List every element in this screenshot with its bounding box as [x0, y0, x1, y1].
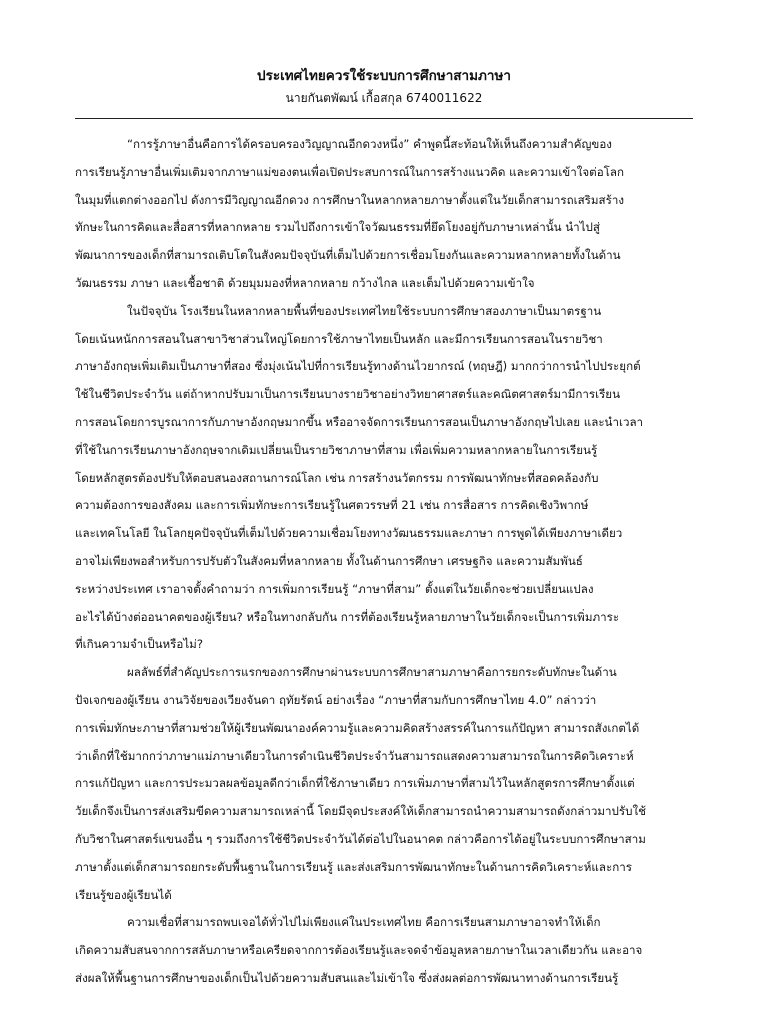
paragraph-line: ภาษาตั้งแต่เด็กสามารถยกระดับพื้นฐานในการเรียนรู้ และส่งเสริมการพัฒนาทักษะในด้านการคิดวิเคราะห์และการ — [75, 859, 632, 874]
paragraph-line: ระหว่างประเทศ เราอาจตั้งคำถามว่า การเพิ่มการเรียนรู้ “ภาษาที่สาม” ตั้งแต่ในวัยเด็กจะช่วยเปลี่ยนแปลง — [75, 581, 594, 596]
paragraph-line: ว่าเด็กที่ใช้มากกว่าภาษาแม่ภาษาเดียวในการดำเนินชีวิตประจำวันสามารถแสดงความสามารถในการคิดวิเคราะห์ — [75, 748, 634, 763]
paragraph-line: การสอนโดยการบูรณาการกับภาษาอังกฤษมากขึ้น หรืออาจจัดการเรียนการสอนเป็นภาษาอังกฤษไปเลย และนำเวลา — [75, 414, 644, 429]
paragraph-line: ใช้ในชีวิตประจำวัน แต่ถ้าหากปรับมาเป็นการเรียนบางรายวิชาอย่างวิทยาศาสตร์และคณิตศาสตร์มามีการเรียน — [75, 387, 621, 402]
paragraph-current-situation — [75, 298, 693, 659]
paragraph-line: ในมุมที่แตกต่างออกไป ดังการมีวิญญาณอีกดวง การศึกษาในหลากหลายภาษาตั้งแต่ในวัยเด็กสามารถเสริมสร้าง — [75, 192, 625, 207]
paragraph-line: ความเชื่อที่สามารถพบเจอได้ทั่วไปไม่เพียงแค่ในประเทศไทย คือการเรียนสามภาษาอาจทำให้เด็ก — [127, 915, 601, 930]
paragraph-line: อะไรได้บ้างต่ออนาคตของผู้เรียน? หรือในทางกลับกัน การที่ต้องเรียนรู้หลายภาษาในวัยเด็กจะเป็นการเพิ่มภาระ — [75, 609, 620, 624]
paragraph-line: ที่ใช้ในการเรียนภาษาอังกฤษจากเดิมเปลี่ยนเป็นรายวิชาภาษาที่สาม เพื่อเพิ่มความหลากหลายในการเรียนรู้ — [75, 442, 598, 457]
paragraph-common-belief — [75, 909, 693, 992]
paragraph-line: โดยหลักสูตรต้องปรับให้ตอบสนองสถานการณ์โลก เช่น การสร้างนวัตกรรม การพัฒนาทักษะที่สอดคล้องกับ — [75, 470, 599, 485]
paragraph-first-outcome — [75, 659, 693, 909]
paragraph-line: วัยเด็กจึงเป็นการส่งเสริมขีดความสามารถเหล่านี้ โดยมีจุดประสงค์ให้เด็กสามารถนำความสามารถดังกล่าวมาปรับใช้ — [75, 804, 647, 819]
paragraph-line: ความต้องการของสังคม และการเพิ่มทักษะการเรียนรู้ในศตวรรษที่ 21 เช่น การสื่อสาร การคิดเชิงวิพากษ์ — [75, 498, 589, 513]
paragraph-line: เกิดความสับสนจากการสลับภาษาหรือเครียดจากการต้องเรียนรู้และจดจำข้อมูลหลายภาษาในเวลาเดียวกัน และอาจ — [75, 943, 643, 958]
document-title: ประเทศไทยควรใช้ระบบการศึกษาสามภาษา — [257, 68, 511, 84]
paragraph-line: การเพิ่มทักษะภาษาที่สามช่วยให้ผู้เรียนพัฒนาองค์ความรู้และความคิดสร้างสรรค์ในการแก้ปัญหา สามารถสังเกตได้ — [75, 720, 640, 735]
paragraph-line: อาจไม่เพียงพอสำหรับการปรับตัวในสังคมที่หลากหลาย ทั้งในด้านการศึกษา เศรษฐกิจ และความสัมพันธ์ — [75, 553, 583, 568]
paragraph-line: ในปัจจุบัน โรงเรียนในหลากหลายพื้นที่ของประเทศไทยใช้ระบบการศึกษาสองภาษาเป็นมาตรฐาน — [127, 303, 602, 318]
paragraph-line: เรียนรู้ของผู้เรียนได้ — [75, 887, 172, 902]
paragraph-line: ที่เกินความจำเป็นหรือไม่? — [75, 637, 203, 652]
paragraph-line: และเทคโนโลยี ในโลกยุคปัจจุบันที่เต็มไปด้วยความเชื่อมโยงทางวัฒนธรรมและภาษา การพูดได้เพียงภาษาเดียว — [75, 526, 623, 541]
paragraph-line: การเรียนรู้ภาษาอื่นเพิ่มเติมจากภาษาแม่ของตนเพื่อเปิดประสบการณ์ในการสร้างแนวคิด และความเข้าใจต่อโลก — [75, 164, 625, 179]
paragraph-line: ส่งผลให้พื้นฐานการศึกษาของเด็กเป็นไปด้วยความสับสนและไม่เข้าใจ ซึ่งส่งผลต่อการพัฒนาทางด้านการเรียนรู้ — [75, 970, 619, 985]
paragraph-line: ผลลัพธ์ที่สำคัญประการแรกของการศึกษาผ่านระบบการศึกษาสามภาษาคือการยกระดับทักษะในด้าน — [127, 665, 617, 680]
paragraph-line: ทักษะในการคิดและสื่อสารที่หลากหลาย รวมไปถึงการเข้าใจวัฒนธรรมที่ยึดโยงอยู่กับภาษาเหล่านั้น นำไปสู่ — [75, 220, 600, 235]
paragraph-line: “การรู้ภาษาอื่นคือการได้ครอบครองวิญญาณอีกดวงหนึ่ง” คำพูดนี้สะท้อนให้เห็นถึงความสำคัญของ — [127, 137, 612, 151]
author-line: นายกันตพัฒน์ เกื้อสกุล 6740011622 — [285, 91, 483, 105]
paragraph-line: การแก้ปัญหา และการประมวลผลข้อมูลดีกว่าเด็กที่ใช้ภาษาเดียว การเพิ่มภาษาที่สามไว้ในหลักสูตรการศึกษาตั้งแต่ — [75, 776, 635, 791]
paragraph-line: ภาษาอังกฤษเพิ่มเติมเป็นภาษาที่สอง ซึ่งมุ่งเน้นไปที่การเรียนรู้ทางด้านไวยากรณ์ (ทฤษฎี) มากกว่าการนำไปประยุกต์ — [75, 359, 641, 374]
paragraph-line: พัฒนาการของเด็กที่สามารถเติบโตในสังคมปัจจุบันที่เต็มไปด้วยการเชื่อมโยงกันและความหลากหลายทั้งในด้าน — [75, 248, 621, 263]
paragraph-line: วัฒนธรรม ภาษา และเชื้อชาติ ด้วยมุมมองที่หลากหลาย กว้างไกล และเต็มไปด้วยความเข้าใจ — [75, 275, 535, 290]
header-divider — [75, 118, 693, 119]
paragraph-line: ปัจเจกของผู้เรียน งานวิจัยของเวียงจันดา ฤทัยรัตน์ อย่างเรื่อง “ภาษาที่สามกับการศึกษาไทย 4.0” กล่าวว่า — [75, 692, 597, 707]
paragraph-line: กับวิชาในศาสตร์แขนงอื่น ๆ รวมถึงการใช้ชีวิตประจำวันได้ต่อไปในอนาคต กล่าวคือการได้อยู่ในระบบการศึกษาสาม — [75, 831, 646, 846]
paragraph-line: โดยเน้นหนักการสอนในสาขาวิชาส่วนใหญ่โดยการใช้ภาษาไทยเป็นหลัก และมีการเรียนการสอนในรายวิชา — [75, 331, 603, 346]
paragraph-intro — [75, 131, 693, 298]
